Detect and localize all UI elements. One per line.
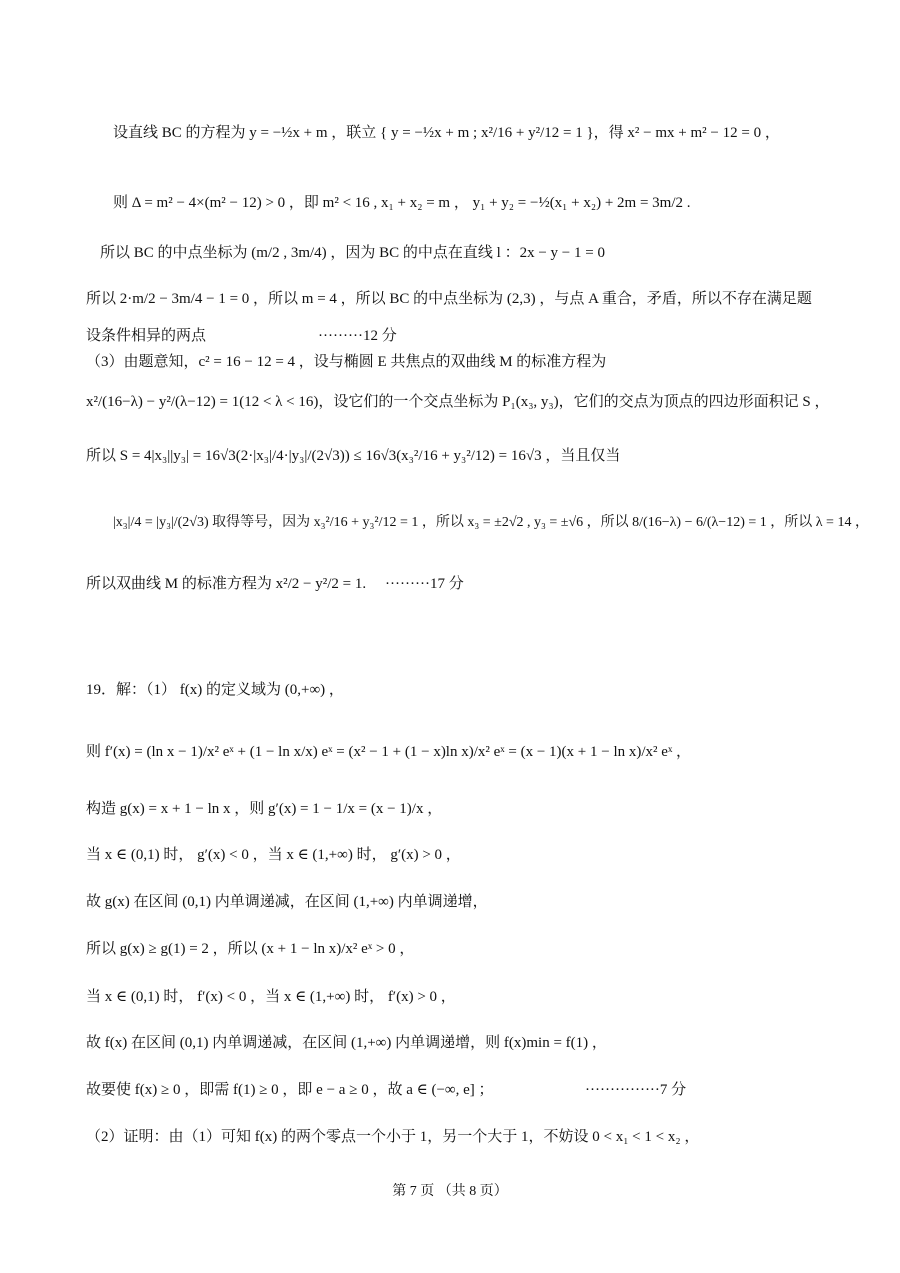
text-line: 当 x ∈ (0,1) 时， f′(x) < 0 ，当 x ∈ (1,+∞) 时， f′(x) > 0 ， bbox=[86, 989, 456, 1005]
text-line: 所以 BC 的中点坐标为 (m/2 , 3m/4) ，因为 BC 的中点在直线 l ：2x − y − 1 = 0 bbox=[100, 245, 605, 261]
text-line: x²/(16−λ) − y²/(λ−12) = 1(12 < λ < 16)，设它们的一个交点坐标为 P₁(x₃, y₃)，它们的交点为顶点的四边形面积记 S ， bbox=[86, 394, 830, 410]
text-line: 故 g(x) 在区间 (0,1) 内单调递减，在区间 (1,+∞) 内单调递增， bbox=[86, 894, 488, 910]
score-marker: ·········12 分 bbox=[318, 328, 397, 344]
score-marker: ·········17 分 bbox=[385, 576, 464, 592]
text-line: 所以 S = 4|x₃||y₃| = 16√3(2·|x₃|/4·|y₃|/(2√3)) ≤ 16√3(x₃²/16 + y₃²/12) = 16√3 ，当且仅当 bbox=[86, 448, 621, 464]
text-line: 构造 g(x) = x + 1 − ln x ，则 g′(x) = 1 − 1/x = (x − 1)/x ， bbox=[86, 801, 443, 817]
text-line: 则 f′(x) = (ln x − 1)/x² eˣ + (1 − ln x/x) eˣ = (x² − 1 + (1 − x)ln x)/x² eˣ = (x − 1)(x + 1 − ln x)/x² eˣ ， bbox=[86, 744, 692, 760]
text-line: 当 x ∈ (0,1) 时， g′(x) < 0 ，当 x ∈ (1,+∞) 时， g′(x) > 0 ， bbox=[86, 847, 461, 863]
text-line: 设直线 BC 的方程为 y = −½x + m ，联立 { y = −½x + m ; x²/16 + y²/12 = 1 }，得 x² − mx + m² − 12 = 0 ， bbox=[113, 125, 780, 141]
text-line: |x₃|/4 = |y₃|/(2√3) 取得等号，因为 x₃²/16 + y₃²/12 = 1 ，所以 x₃ = ±2√2 , y₃ = ±√6 ，所以 8/(16−λ) − 6/(λ−12) = 1 ，所以 λ = 14 ， bbox=[113, 515, 869, 530]
text-line: （3）由题意知，c² = 16 − 12 = 4 ，设与椭圆 E 共焦点的双曲线 M 的标准方程为 bbox=[86, 354, 607, 370]
text-line: 19．解：（1） f(x) 的定义域为 (0,+∞) ， bbox=[86, 682, 344, 698]
text-line: 设条件相异的两点 bbox=[86, 328, 207, 344]
text-line: （2）证明：由（1）可知 f(x) 的两个零点一个小于 1，另一个大于 1，不妨设 0 < x₁ < 1 < x₂ ， bbox=[86, 1129, 700, 1145]
score-marker: ···············7 分 bbox=[585, 1082, 687, 1098]
page-footer: 第 7 页 （共 8 页） bbox=[392, 1184, 508, 1199]
text-line: 所以双曲线 M 的标准方程为 x²/2 − y²/2 = 1. bbox=[86, 576, 367, 592]
text-line: 则 Δ = m² − 4×(m² − 12) > 0 ，即 m² < 16 , x₁ + x₂ = m ， y₁ + y₂ = −½(x₁ + x₂) + 2m = 3m/2 . bbox=[113, 195, 691, 211]
text-line: 所以 g(x) ≥ g(1) = 2 ，所以 (x + 1 − ln x)/x² eˣ > 0 ， bbox=[86, 941, 415, 957]
text-line: 故要使 f(x) ≥ 0 ，即需 f(1) ≥ 0 ，即 e − a ≥ 0 ，故 a ∈ (−∞, e] ； bbox=[86, 1082, 494, 1098]
text-line: 故 f(x) 在区间 (0,1) 内单调递减，在区间 (1,+∞) 内单调递增，则 f(x)min = f(1) ， bbox=[86, 1035, 607, 1051]
text-line: 所以 2·m/2 − 3m/4 − 1 = 0 ，所以 m = 4 ，所以 BC 的中点坐标为 (2,3) ，与点 A 重合，矛盾，所以不存在满足题 bbox=[86, 291, 812, 307]
